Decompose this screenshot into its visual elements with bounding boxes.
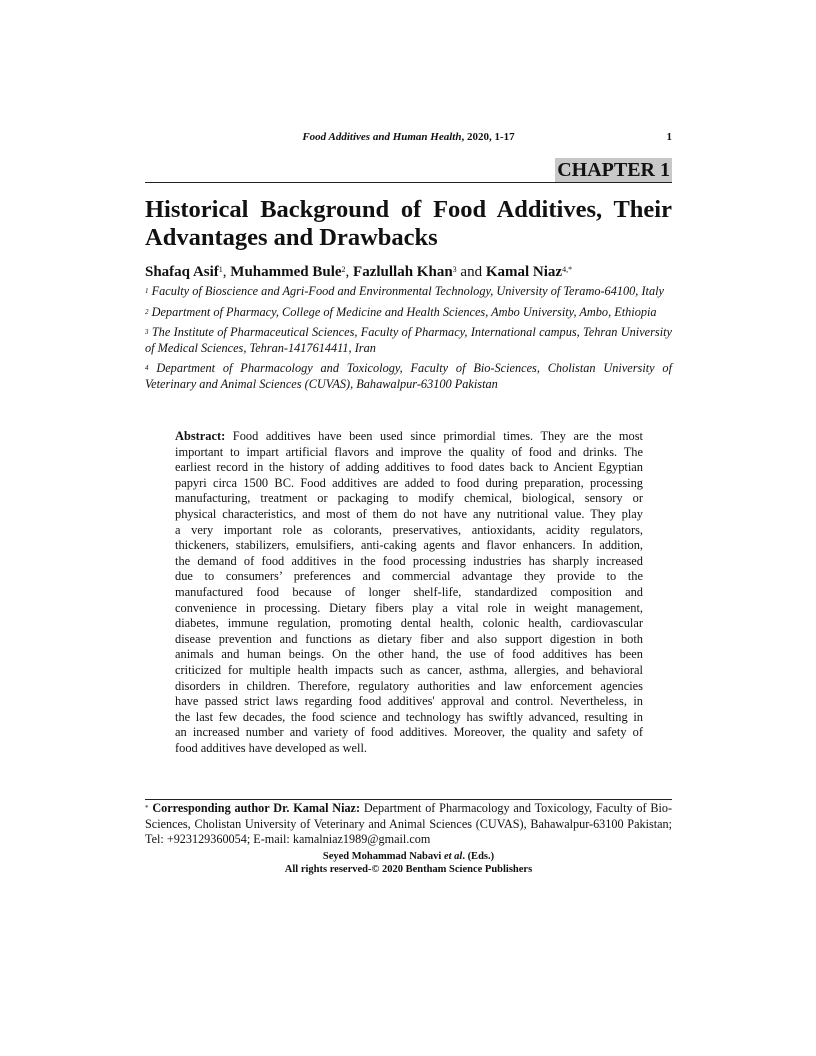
abstract-line	[175, 445, 643, 461]
author-affiliation-marker: 2	[341, 265, 346, 274]
affiliation	[145, 361, 672, 392]
abstract-text: manufactured food because of longer shelf-life, standardized composition and	[175, 584, 643, 599]
abstract-text: Food additives have been used since primordial times. They are the most	[225, 429, 643, 443]
abstract-text: diabetes, immune regulation, promoting dental health, colonic health, cardiovascular	[175, 616, 643, 631]
author-name: Shafaq Asif	[145, 264, 219, 280]
abstract-line	[175, 710, 643, 726]
abstract-line	[175, 538, 643, 554]
footnote-marker: *	[145, 804, 149, 812]
affiliation-marker: 3	[145, 328, 149, 336]
author-name: Fazlullah Khan	[353, 264, 453, 280]
affiliation	[145, 284, 672, 300]
abstract-line	[175, 616, 643, 632]
affiliation-text: Department of Pharmacy, College of Medicine and Health Sciences, Ambo University, Ambo, Ethiopia	[151, 304, 657, 319]
editors-block	[145, 850, 672, 876]
affiliation-text: Faculty of Bioscience and Agri-Food and Environmental Technology, University of Teramo-64100, Italy	[151, 284, 664, 298]
affiliation-text: The Institute of Pharmaceutical Sciences, Faculty of Pharmacy, International campus, Tehran University of Medical Sciences, Tehran-1417614411, Iran	[145, 325, 672, 355]
author-affiliation-marker: 4,*	[562, 265, 573, 274]
editor-name: Seyed Mohammad Nabavi	[322, 851, 444, 862]
abstract-text: papyri circa 1500 BC. Food additives are added to food during preparation, processing	[175, 475, 643, 490]
corresponding-author-footnote	[145, 801, 672, 848]
abstract-line	[175, 429, 643, 445]
abstract-line	[175, 601, 643, 617]
chapter-label: CHAPTER 1	[557, 159, 670, 181]
chapter-title: Historical Background of Food Additives, Their Advantages and Drawbacks	[145, 196, 672, 251]
author-separator: and	[456, 264, 486, 280]
author-separator: ,	[222, 264, 231, 280]
abstract-text: food additives have developed as well.	[175, 740, 367, 755]
abstract-line	[175, 694, 643, 710]
author-separator: ,	[345, 264, 354, 280]
abstract-text: the demand of food additives in the food processing industries has sharply increased	[175, 553, 643, 568]
abstract-line	[175, 569, 643, 585]
affiliation-text: Department of Pharmacology and Toxicology, Faculty of Bio-Sciences, Cholistan University of Veterinary and Animal Sciences (CUVAS), Bahawalpur-63100 Pakistan	[145, 361, 673, 391]
abstract	[175, 429, 643, 756]
abstract-text: manufacturing, treatment or packaging to modify chemical, biological, sensory or	[175, 491, 643, 506]
abstract-text: important to impart artificial flavors and improve the quality of food and drinks. The	[175, 444, 643, 459]
affiliation	[145, 305, 672, 321]
abstract-line	[175, 632, 643, 648]
abstract-text: animals and human beings. On the other hand, the use of food additives has been	[175, 647, 643, 662]
abstract-line	[175, 679, 643, 695]
abstract-line	[175, 647, 643, 663]
eds-suffix: . (Eds.)	[462, 851, 495, 862]
journal-citation	[145, 131, 672, 143]
footnote-label: Corresponding author Dr. Kamal Niaz:	[152, 801, 361, 815]
page-number: 1	[666, 131, 672, 143]
header-rule	[145, 182, 672, 183]
affiliation-marker: 1	[145, 287, 149, 295]
abstract-line	[175, 554, 643, 570]
et-al: et al	[443, 851, 463, 862]
abstract-text: physical characteristics, and most of them do not have any nutritional value. They play	[175, 506, 643, 521]
abstract-text: earliest record in the history of adding additives to food dates back to Ancient Egyptian	[175, 460, 643, 475]
abstract-line	[175, 460, 643, 476]
author-list	[145, 263, 572, 281]
abstract-text: a very important role as colorants, preservatives, antioxidants, acidity regulators,	[175, 522, 643, 537]
footnote-rule	[145, 799, 672, 800]
abstract-line	[175, 523, 643, 539]
abstract-text: criticized for multiple health impacts such as cancer, asthma, allergies, and behavioral	[175, 662, 643, 677]
journal-name: Food Additives and Human Health	[302, 131, 462, 143]
abstract-line	[175, 491, 643, 507]
footnote-text: Department of Pharmacology and Toxicology, Faculty of Bio-Sciences, Cholistan University of Veterinary and Animal Sciences (CUVAS), Bahawalpur-63100 Pakistan; Tel: +923129360054; E-mail: kamalniaz1989@gmail.com	[145, 801, 673, 846]
affiliation-marker: 4	[145, 364, 149, 372]
abstract-line	[175, 476, 643, 492]
abstract-label: Abstract:	[175, 429, 226, 443]
author-name: Muhammed Bule	[230, 264, 342, 280]
abstract-line	[175, 741, 643, 757]
abstract-text: disorders in children. Therefore, regulatory authorities and law enforcement agencies	[175, 678, 643, 693]
journal-year-pages: , 2020, 1-17	[461, 131, 515, 143]
abstract-text: convenience in processing. Dietary fibers play a vital role in weight management,	[175, 600, 643, 615]
abstract-text: due to consumers’ preferences and commercial advantage they provide to the	[175, 569, 643, 584]
affiliation-marker: 2	[145, 307, 149, 316]
editors-line	[145, 850, 672, 863]
affiliations	[145, 284, 672, 397]
author-affiliation-marker: 1	[218, 265, 223, 274]
affiliation	[145, 325, 672, 356]
copyright-line: All rights reserved-© 2020 Bentham Science Publishers	[284, 864, 533, 875]
abstract-line	[175, 663, 643, 679]
abstract-line	[175, 725, 643, 741]
abstract-text: disease prevention and functions as dietary fiber and also support digestion in both	[175, 631, 643, 646]
abstract-text: an increased number and variety of food additives. Moreover, the quality and safety of	[175, 725, 643, 740]
abstract-text: thickeners, stabilizers, emulsifiers, anti-caking agents and flavor enhancers. In addition,	[175, 538, 643, 553]
abstract-text: have passed strict laws regarding food additives' approval and control. Nevertheless, in	[175, 694, 643, 709]
abstract-text: the last few decades, the food science and technology has swiftly advanced, resulting in	[175, 709, 643, 724]
author-name: Kamal Niaz	[485, 264, 563, 280]
author-affiliation-marker: 3	[452, 265, 457, 274]
abstract-line	[175, 585, 643, 601]
abstract-line	[175, 507, 643, 523]
